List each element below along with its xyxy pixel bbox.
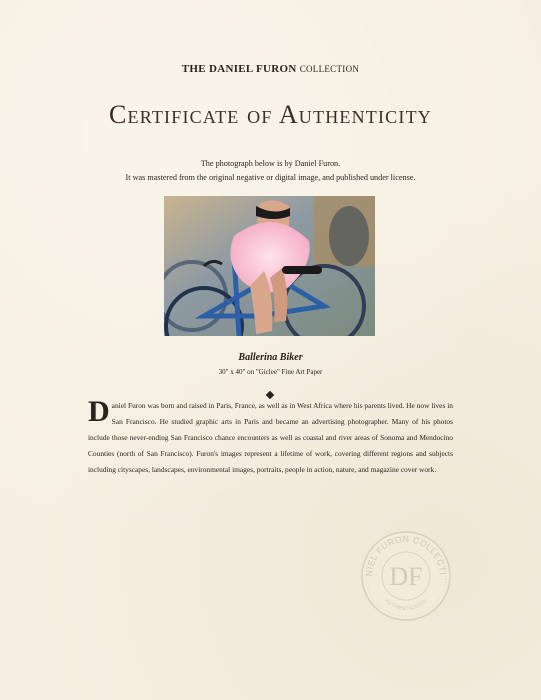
collection-suffix: COLLECTION: [299, 64, 360, 74]
artwork-title: Ballerina Biker: [238, 352, 303, 363]
intro-line-1: The photograph below is by Daniel Furon.: [200, 159, 341, 168]
seal-bottom-text: AUTHENTICATED: [383, 597, 429, 613]
seal-ring-text: NIEL FURON COLLECTI: [363, 533, 449, 577]
artist-bio: [88, 395, 453, 478]
artwork-photo: [164, 196, 375, 336]
certificate-title: Certificate of Authenticity: [109, 100, 432, 129]
artwork-details: 30" x 40" on "Giclee" Fine Art Paper: [218, 368, 323, 376]
intro-line-2: It was mastered from the original negative or digital image, and published under license.: [125, 173, 416, 182]
seal-emblem-icon: [360, 530, 452, 622]
collection-name: THE DANIEL FURON: [181, 63, 297, 75]
bio-text: aniel Furon was born and raised in Paris, France, as well as in West Africa where his parents lived. He now lives in San Francisco. He studied graphic arts in Paris and became an advertising photographer. Many of his photos include those never-ending San Francisco chance encounters as well as coastal and river areas of Sonoma and Mendocino Counties (north of San Francisco). Furon's images represent a lifetime of work, covering different regions and subjects including cityscapes, landscapes, environmental images, portraits, people in action, nature, and magazine cover work.: [88, 401, 453, 474]
authenticity-seal: [360, 530, 452, 622]
seal-monogram: DF: [389, 562, 423, 591]
bio-dropcap: D: [88, 395, 110, 428]
collection-heading: [0, 63, 541, 75]
artwork-photo-image: [164, 196, 375, 336]
intro-text: [0, 157, 541, 185]
